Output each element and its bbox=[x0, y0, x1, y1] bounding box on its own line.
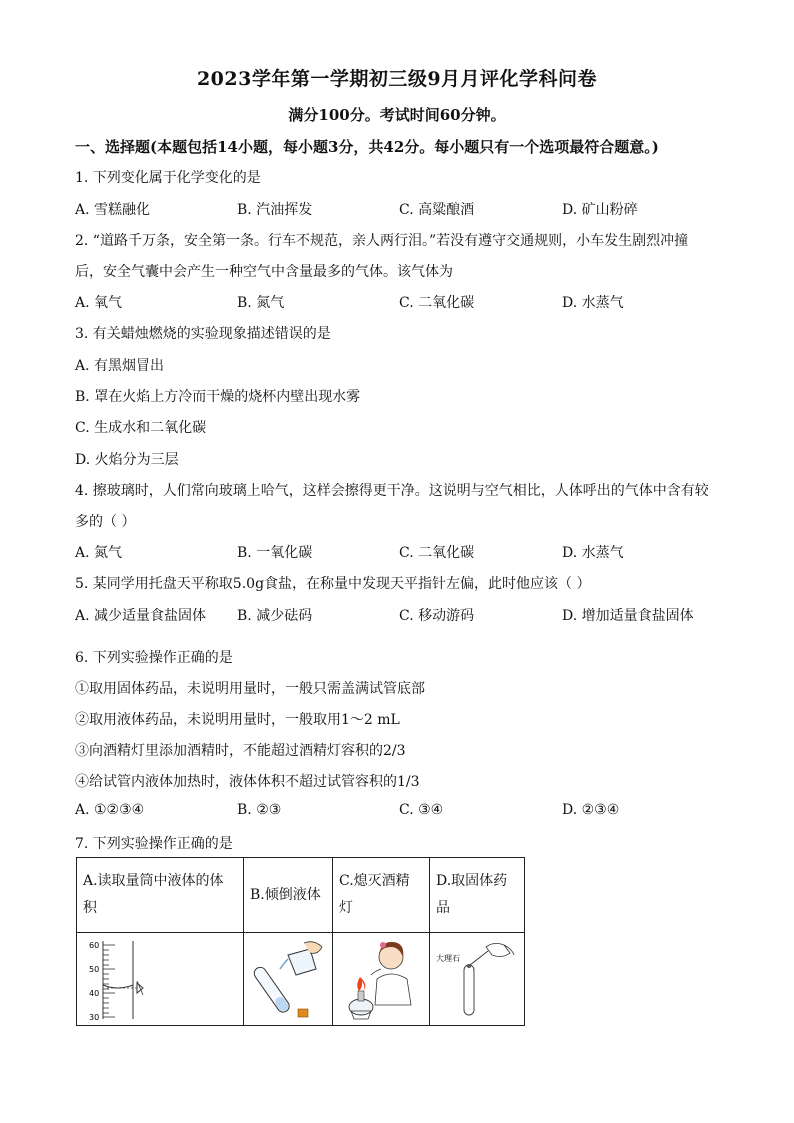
option-c: C. 高粱酿酒 bbox=[399, 202, 475, 218]
question-2-stem-line1: 2. “道路千万条，安全第一条。行车不规范，亲人两行泪。”若没有遵守交通规则，小车发生剧烈冲撞 bbox=[75, 233, 689, 249]
image-cell-c bbox=[333, 933, 430, 1026]
question-6-options bbox=[75, 802, 725, 822]
question-3-option-d: D. 火焰分为三层 bbox=[75, 452, 179, 468]
header-cell-d: D.取固体药 品 bbox=[430, 858, 525, 933]
option-d: D. 水蒸气 bbox=[562, 545, 624, 561]
image-cell-b bbox=[244, 933, 333, 1026]
header-cell-c: C.熄灭酒精 灯 bbox=[333, 858, 430, 933]
image-cell-a bbox=[77, 933, 244, 1026]
question-6-statement-3: ③向酒精灯里添加酒精时，不能超过酒精灯容积的2/3 bbox=[75, 743, 406, 759]
table-header-row bbox=[77, 858, 525, 933]
cylinder-reading-image bbox=[77, 933, 243, 1025]
option-c: C. 移动游码 bbox=[399, 608, 475, 624]
option-d: D. 增加适量食盐固体 bbox=[562, 608, 694, 624]
question-1-options bbox=[75, 199, 725, 219]
header-cell-b: B.倾倒液体 bbox=[244, 858, 333, 933]
question-5-stem: 5. 某同学用托盘天平称取5.0g食盐，在称量中发现天平指针左偏，此时他应该（ ） bbox=[75, 576, 591, 592]
question-6-statement-4: ④给试管内液体加热时，液体体积不超过试管容积的1/3 bbox=[75, 774, 420, 790]
option-a: A. 雪糕融化 bbox=[75, 202, 151, 218]
cylinder-tick-40: 40 bbox=[89, 989, 100, 998]
question-6-statement-2: ②取用液体药品，未说明用量时，一般取用1～2 mL bbox=[75, 712, 400, 728]
question-6-statement-1: ①取用固体药品，未说明用量时，一般只需盖满试管底部 bbox=[75, 681, 425, 697]
question-5-options bbox=[75, 605, 725, 625]
question-7-table bbox=[76, 857, 525, 1026]
option-c: C. 二氧化碳 bbox=[399, 295, 475, 311]
question-7-stem: 7. 下列实验操作正确的是 bbox=[75, 836, 233, 852]
image-cell-d bbox=[430, 933, 525, 1026]
option-a: A. ①②③④ bbox=[75, 802, 145, 818]
question-4-options bbox=[75, 542, 725, 562]
header-cell-a: A.读取量筒中液体的体 积 bbox=[77, 858, 244, 933]
question-4-stem-line1: 4. 擦玻璃时，人们常向玻璃上哈气，这样会擦得更干净。这说明与空气相比，人体呼出的气体中含有较 bbox=[75, 483, 709, 499]
option-c: C. 二氧化碳 bbox=[399, 545, 475, 561]
page-subtitle: 满分100分。考试时间60分钟。 bbox=[288, 106, 506, 124]
option-d: D. ②③④ bbox=[562, 802, 620, 818]
cylinder-tick-60: 60 bbox=[89, 941, 100, 950]
option-b: B. 一氧化碳 bbox=[237, 545, 313, 561]
option-b: B. 汽油挥发 bbox=[237, 202, 313, 218]
option-a: A. 氮气 bbox=[75, 545, 123, 561]
question-2-stem-line2: 后，安全气囊中会产生一种空气中含量最多的气体。该气体为 bbox=[75, 264, 453, 280]
question-3-option-a: A. 有黑烟冒出 bbox=[75, 358, 165, 374]
marble-label: 大理石 bbox=[436, 954, 460, 963]
question-4-stem-line2: 多的（ ） bbox=[75, 514, 136, 530]
solid-reagent-image bbox=[430, 933, 524, 1025]
cylinder-tick-50: 50 bbox=[89, 965, 100, 974]
option-a: A. 氧气 bbox=[75, 295, 123, 311]
question-6-stem: 6. 下列实验操作正确的是 bbox=[75, 650, 233, 666]
table-image-row bbox=[77, 933, 525, 1026]
cylinder-tick-30: 30 bbox=[89, 1013, 100, 1022]
question-3-option-c: C. 生成水和二氧化碳 bbox=[75, 420, 207, 436]
option-d: D. 矿山粉碎 bbox=[562, 202, 638, 218]
option-b: B. 减少砝码 bbox=[237, 608, 313, 624]
question-3-option-b: B. 罩在火焰上方冷而干燥的烧杯内壁出现水雾 bbox=[75, 389, 361, 405]
option-c: C. ③④ bbox=[399, 802, 444, 818]
question-2-options bbox=[75, 292, 725, 312]
alcohol-lamp-image bbox=[333, 933, 429, 1025]
option-b: B. ②③ bbox=[237, 802, 282, 818]
option-b: B. 氮气 bbox=[237, 295, 285, 311]
question-3-stem: 3. 有关蜡烛燃烧的实验现象描述错误的是 bbox=[75, 326, 331, 342]
page-title: 2023学年第一学期初三级9月月评化学科问卷 bbox=[196, 68, 598, 90]
option-d: D. 水蒸气 bbox=[562, 295, 624, 311]
pouring-liquid-image bbox=[244, 933, 332, 1025]
option-a: A. 减少适量食盐固体 bbox=[75, 608, 207, 624]
question-1-stem: 1. 下列变化属于化学变化的是 bbox=[75, 170, 261, 186]
section-heading: 一、选择题(本题包括14小题，每小题3分，共42分。每小题只有一个选项最符合题意。) bbox=[75, 138, 659, 156]
